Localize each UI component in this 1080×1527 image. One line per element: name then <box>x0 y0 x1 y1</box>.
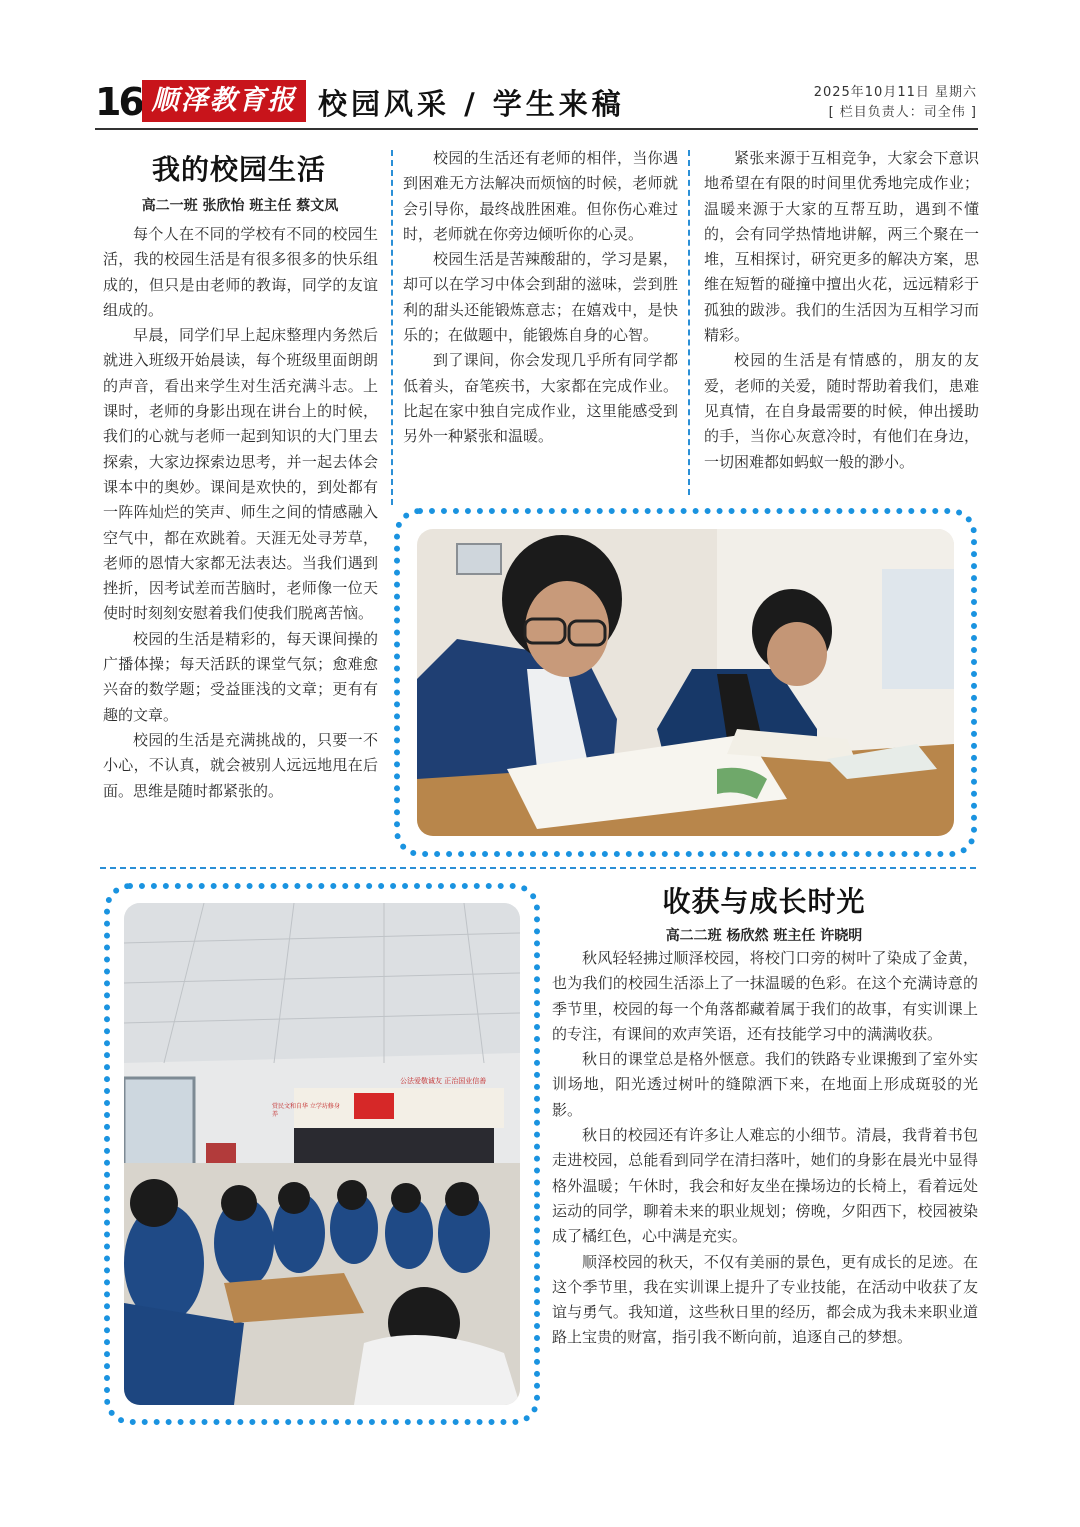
page-number: 16 <box>95 80 142 124</box>
paragraph: 校园的生活是精彩的，每天课间操的广播体操；每天活跃的课堂气氛；愈难愈兴奋的数学题；受益匪浅的文章；更有有趣的文章。 <box>103 629 378 724</box>
article2-title: 收获与成长时光 <box>662 885 866 918</box>
classroom-banner-left: 赏民文和自华 立学坊修身养 <box>272 1103 340 1118</box>
section-divider <box>100 867 976 869</box>
paragraph: 早晨，同学们早上起床整理内务然后就进入班级开始晨读，每个班级里面朗朗的声音，看出来学生对生活充满斗志。上课时，老师的身影出现在讲台上的时候，我们的心就与老师一起到知识的大门里去探索，大家边探索边思考，并一起去体会课本中的奥妙。课间是欢快的，到处都有一阵阵灿烂的笑声、师生之间的情感融入空气中，都在欢跳着。天涯无处寻芳草，老师的恩情大家都无法表达。当我们遇到挫折，因考试差而苦脑时，老师像一位天使时时刻刻安慰着我们使我们脱离苦恼。 <box>103 326 378 623</box>
paragraph: 秋日的课堂总是格外惬意。我们的铁路专业课搬到了室外实训场地，阳光透过树叶的缝隙洒下来，在地面上形成斑驳的光影。 <box>552 1050 978 1119</box>
column-divider <box>391 150 393 505</box>
section-title: 校园风采 / 学生来稿 <box>318 87 625 121</box>
article1-column-3 <box>704 146 979 475</box>
column-divider <box>688 150 690 495</box>
header-rule <box>95 128 978 130</box>
masthead <box>0 0 1080 140</box>
column-editor: [ 栏目负责人：司全伟 ] <box>828 105 977 120</box>
article1-column-1 <box>103 222 378 804</box>
paragraph: 每个人在不同的学校有不同的校园生活，我的校园生活是有很多很多的快乐组成的，但只是由老师的教诲，同学的友谊组成的。 <box>103 225 378 319</box>
article1-byline: 高二一班 张欣怡 班主任 蔡文凤 <box>141 198 339 214</box>
paragraph: 秋日的校园还有许多让人难忘的小细节。清晨，我背着书包走进校园，总能看到同学在清扫落叶，她们的身影在晨光中显得格外温暖；午休时，我会和好友坐在操场边的长椅上，看着远处运动的同学，聊着未来的职业规划；傍晚，夕阳西下，校园被染成了橘红色，心中满是充实。 <box>552 1126 978 1246</box>
paragraph: 校园的生活是有情感的，朋友的友爱，老师的关爱，随时帮助着我们，患难见真情，在自身最需要的时候，伸出援助的手，当你心灰意冷时，有他们在身边，一切困难都如蚂蚁一般的渺小。 <box>704 351 979 471</box>
paragraph: 校园生活是苦辣酸甜的，学习是累，却可以在学习中体会到甜的滋味，尝到胜利的甜头还能锻炼意志；在嬉戏中，是快乐的；在做题中，能锻炼自身的心智。 <box>403 250 678 345</box>
newspaper-logo: 顺泽教育报 <box>142 80 306 122</box>
classroom-banner-right: 公法爱敬诚友 正治国业信善 <box>400 1077 487 1085</box>
article1-column-2 <box>403 146 678 450</box>
paragraph: 校园的生活还有老师的相伴，当你遇到困难无方法解决而烦恼的时候，老师就会引导你，最终战胜困难。但你伤心难过时，老师就在你旁边倾听你的心灵。 <box>403 149 678 243</box>
paragraph: 校园的生活是充满挑战的，只要一不小心，不认真，就会被别人远远地甩在后面。思维是随时都紧张的。 <box>103 730 378 800</box>
paragraph: 到了课间，你会发现几乎所有同学都低着头，奋笔疾书，大家都在完成作业。比起在家中独自完成作业，这里能感受到另外一种紧张和温暖。 <box>403 351 678 446</box>
photo-students-writing <box>417 529 954 836</box>
issue-date: 2025年10月11日 星期六 <box>813 85 977 100</box>
article2-body <box>552 946 978 1351</box>
paragraph: 秋风轻轻拂过顺泽校园，将校门口旁的树叶了染成了金黄，也为我们的校园生活添上了一抹温暖的色彩。在这个充满诗意的季节里，校园的每一个角落都藏着属于我们的故事，有实训课上的专注，有课间的欢声笑语，还有技能学习中的满满收获。 <box>552 949 978 1043</box>
paragraph: 紧张来源于互相竞争，大家会下意识地希望在有限的时间里优秀地完成作业；温暖来源于大家的互帮互助，遇到不懂的，会有同学热情地讲解，两三个聚在一堆，互相探讨，研究更多的解决方案，思维在短暂的碰撞中擅出火花，远远精彩于孤独的跋涉。我们的生活因为互相学习而精彩。 <box>704 149 979 345</box>
paragraph: 顺泽校园的秋天，不仅有美丽的景色，更有成长的足迹。在这个季节里，我在实训课上提升了专业技能，在活动中收获了友谊与勇气。我知道，这些秋日里的经历，都会成为我未来职业道路上宝贵的财富，指引我不断向前，追逐自己的梦想。 <box>552 1252 978 1347</box>
article1-title: 我的校园生活 <box>151 153 326 186</box>
article2-byline: 高二二班 杨欣然 班主任 许晓明 <box>665 928 863 944</box>
photo-classroom <box>124 903 520 1405</box>
